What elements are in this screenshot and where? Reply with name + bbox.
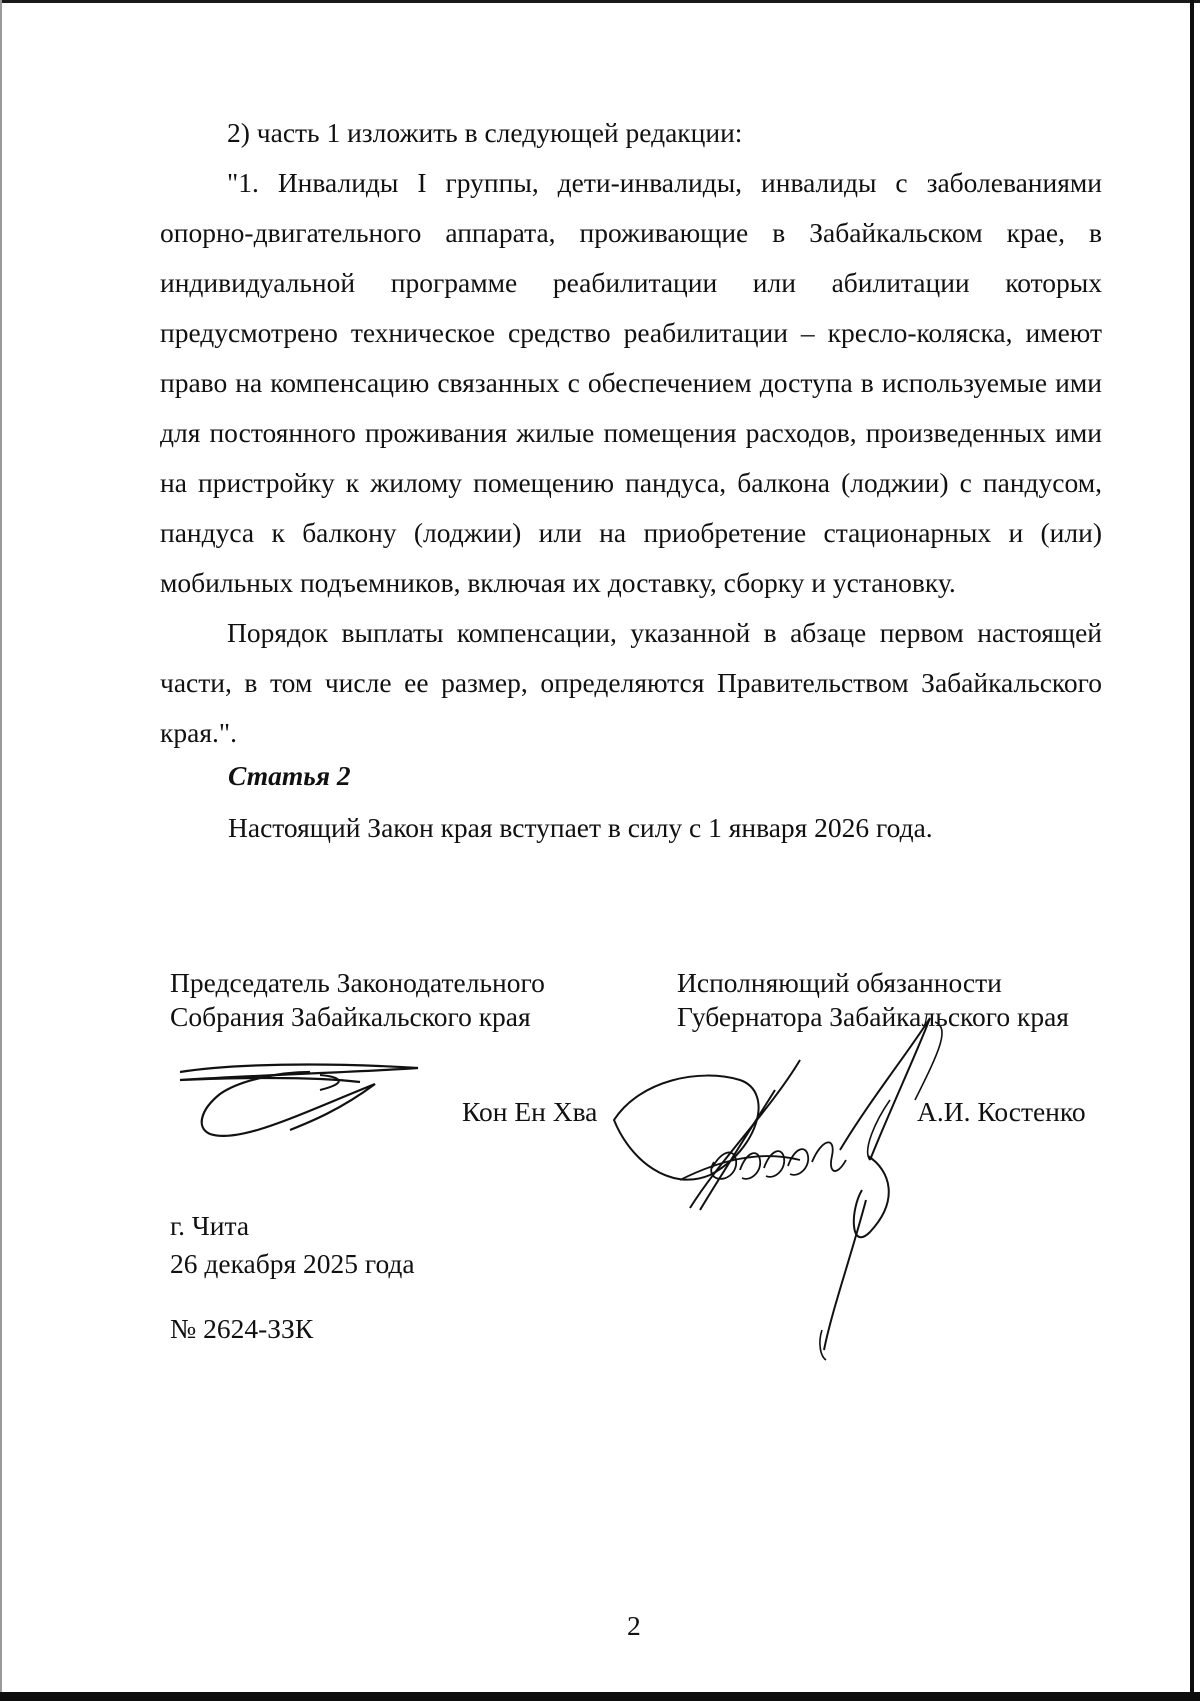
city: г. Чита <box>170 1210 250 1241</box>
right-signatory-name: А.И. Костенко <box>917 1096 1086 1127</box>
article-text: Настоящий Закон края вступает в силу с 1 января 2026 года. <box>228 812 933 843</box>
signing-place-date <box>170 1207 415 1283</box>
scan-edge-bottom <box>0 1692 1200 1701</box>
date: 26 декабря 2025 года <box>170 1248 415 1279</box>
paragraph-2: Порядок выплаты компенсации, указанной в абзаце первом настоящей части, в том числе ее размер, определяются Правительством Забайкальского края.". <box>160 617 1102 748</box>
article-heading: Статья 2 <box>228 760 351 791</box>
right-signature-image <box>600 1010 970 1370</box>
scan-edge-left <box>0 0 2 1701</box>
left-signatory-title <box>170 966 545 1034</box>
paragraph-1: "1. Инвалиды I группы, дети-инвалиды, инвалиды с заболеваниями опорно-двигательного аппарата, проживающие в Забайкальском крае, в индивидуальной программе реабилитации или абилитации которых предусмотрено техническое средство реабилитации – кресло-коляска, имеют право на компенсацию связанных с обеспечением доступа в используемые ими для постоянного проживания жилые помещения расходов, произведенных ими на пристройку к жилому помещению пандуса, балкона (лоджии) с пандусом, пандуса к балкону (лоджии) или на приобретение стационарных и (или) мобильных подъемников, включая их доставку, сборку и установку. <box>160 167 1102 598</box>
right-title-line-1: Исполняющий обязанности <box>677 967 1002 998</box>
left-title-line-1: Председатель Законодательного <box>170 967 545 998</box>
amendment-point: 2) часть 1 изложить в следующей редакции: <box>227 117 743 148</box>
scan-edge-top <box>0 0 1200 3</box>
page-number: 2 <box>627 1610 641 1641</box>
right-title-line-2: Губернатора Забайкальского края <box>677 1001 1069 1032</box>
law-number: № 2624-ЗЗК <box>170 1313 314 1344</box>
left-signature-image <box>170 1050 430 1150</box>
amendment-body <box>160 158 1102 758</box>
scan-edge-right <box>1190 0 1194 1701</box>
left-signatory-name: Кон Ен Хва <box>462 1096 598 1127</box>
left-title-line-2: Собрания Забайкальского края <box>170 1001 531 1032</box>
